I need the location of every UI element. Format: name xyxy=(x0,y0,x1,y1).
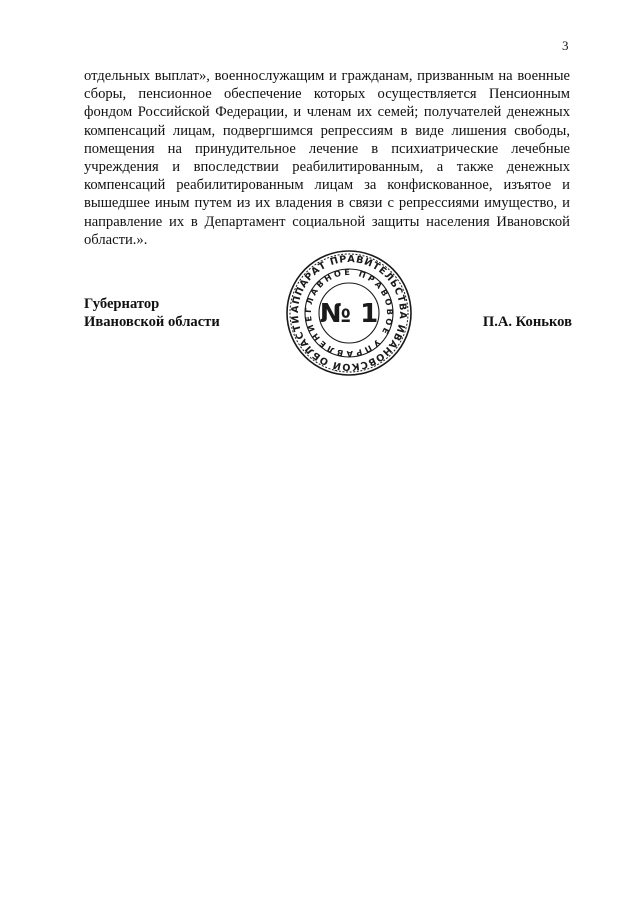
official-seal xyxy=(285,249,413,377)
signer-title-line1: Губернатор xyxy=(84,296,160,312)
seal-inner-text: ГЛАВНОЕ ПРАВОВОЕ УПРАВЛЕНИЕ xyxy=(302,266,396,360)
signer-name: П.А. Коньков xyxy=(482,314,572,330)
seal-outer-text: АППАРАТ ПРАВИТЕЛЬСТВА ИВАНОВСКОЙ ОБЛАСТИ xyxy=(289,253,409,373)
body-paragraph: отдельных выплат», военнослужащим и гражданам, призванным на военные сборы, пенсионное обеспечение которых осуществляется Пенсионным фондом Российской Федерации, и членам их семей; получателей денежных компенсаций лицам, подвергшимся репрессиям в виде лишения свободы, помещения на принудительное лечение в психиатрические лечебные учреждения и впоследствии реабилитированным, а также денежных компенсаций реабилитированным лицам за конфискованное, изъятое и вышедшее иным путем из их владения в связи с репрессиями имущество, и направление их в Департамент социальной защиты населения Ивановской области.». xyxy=(84,68,570,248)
signer-title-line2: Ивановской области xyxy=(84,314,220,330)
page-number: 3 xyxy=(562,38,569,53)
seal-center-number: № 1 xyxy=(319,299,379,329)
seal-graphic xyxy=(285,249,413,377)
